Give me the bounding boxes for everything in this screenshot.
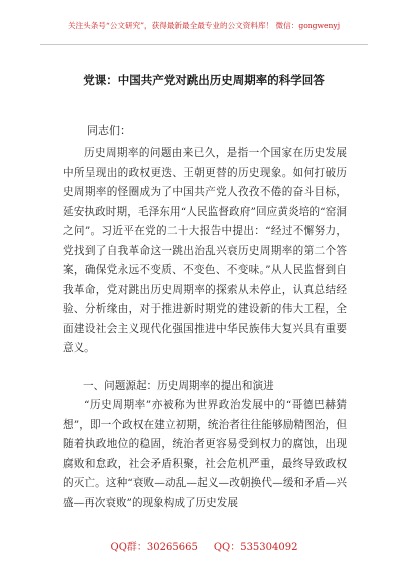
contact-footer: [40, 538, 368, 553]
qq-number: QQ：535304092: [213, 542, 298, 553]
body-paragraph: “历史周期率”亦被称为世界政治发展中的“哥德巴赫猜想”，即一个政权在建立初期，统治者往往能够励精图治，但随着执政地位的稳固，统治者更容易受到权力的腐蚀，出现腐败和怠政，社会矛盾积聚，社会危机严重，最终导致政权的灭亡。这种“衰败—动乱—起义—改朝换代—缓和矛盾—兴盛—再次衰败”的现象构成了历史发展: [63, 399, 347, 509]
qq-group-number: QQ群：30265665: [110, 542, 198, 553]
section-heading: 一、问题源起：历史周期率的提出和演进: [83, 380, 274, 392]
promo-banner: 关注头条号“公文研究”，获得最新最全最专业的公文资料库！ 微信：gongwenyj: [67, 21, 341, 30]
body-paragraph: 历史周期率的问题由来已久，是指一个国家在历史发展中所呈现出的政权更迭、王朝更替的历史现象。如何打破历史周期率的怪圈成为了中国共产党人孜孜不倦的奋斗目标，延安执政时期，毛泽东用“人民监督政府”回应黄炎培的“窑洞之问”。习近平在党的二十大报告中提出：“经过不懈努力，党找到了自我革命这一跳出治乱兴衰历史周期率的第二个答案，确保党永远不变质、不变色、不变味。”从人民监督到自我革命，党对跳出历史周期率的探索从未停止，认真总结经验、分析缘由，对于推进新时期党的建设新的伟大工程，全面建设社会主义现代化强国推进中华民族伟大复兴具有重要意义。: [63, 147, 347, 354]
document-title: 党课：中国共产党对跳出历史周期率的科学回答: [83, 73, 325, 87]
salutation: 同志们：: [87, 124, 131, 137]
header-divider: [40, 44, 368, 45]
